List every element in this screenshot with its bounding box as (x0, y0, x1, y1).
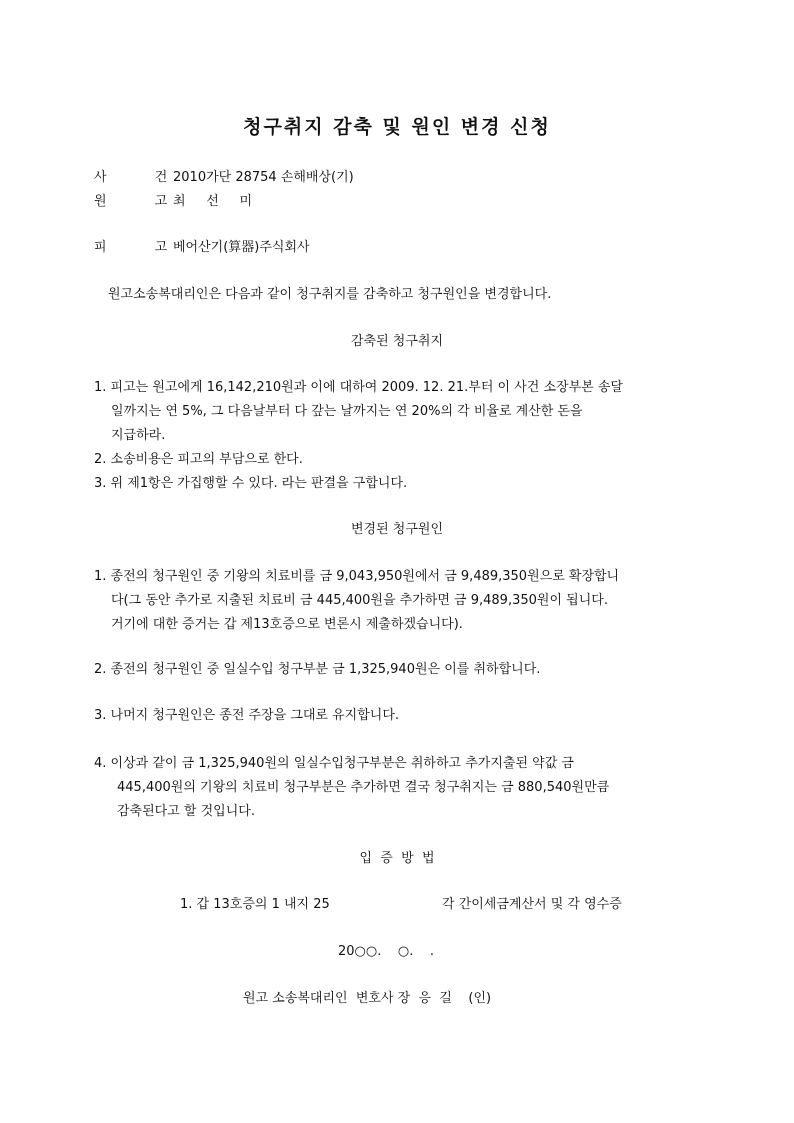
reduced-claim-heading: 감축된 청구취지 (350, 334, 444, 349)
changed-item-4-line-1: 4. 이상과 같이 금 1,325,940원의 일실수입청구부분은 취하하고 추가지출된 약값 금 (94, 756, 574, 771)
defendant-name: 베어산기(算器)주식회사 (173, 240, 310, 255)
case-label: 사 건 (94, 170, 190, 185)
reduced-item-1-line-1: 1. 피고는 원고에게 16,142,210원과 이에 대하여 2009. 12. 21.부터 이 사건 소장부본 송달 (94, 380, 623, 395)
evidence-item-number: 1. 갑 13호증의 1 내지 25 (180, 897, 330, 912)
document-date: 20○○. ○. . (338, 944, 435, 959)
changed-item-1-line-1: 1. 종전의 청구원인 중 기왕의 치료비를 금 9,043,950원에서 금 9,489,350원으로 확장합니 (94, 569, 620, 584)
changed-cause-heading: 변경된 청구원인 (350, 522, 444, 537)
reduced-item-1-line-3: 지급하라. (111, 428, 166, 443)
document-title: 청구취지 감축 및 원인 변경 신청 (243, 116, 551, 138)
plaintiff-name: 최 선 미 (173, 194, 252, 209)
changed-item-1-line-3: 거기에 대한 증거는 갑 제13호증으로 변론시 제출하겠습니다). (111, 617, 463, 632)
signature-line: 원고 소송복대리인 변호사 장 응 길 (인) (243, 991, 492, 1006)
defendant-label: 피 고 (94, 240, 190, 255)
changed-item-1-line-2: 다(그 동안 추가로 지출된 치료비 금 445,400원을 추가하면 금 9,489,350원이 됩니다. (111, 593, 608, 608)
reduced-item-1-line-2: 일까지는 연 5%, 그 다음날부터 다 갚는 날까지는 연 20%의 각 비율로 계산한 돈을 (111, 404, 583, 419)
changed-item-4-line-3: 감축된다고 할 것입니다. (117, 804, 255, 819)
case-value: 2010가단 28754 손해배상(기) (173, 170, 354, 185)
reduced-item-3: 3. 위 제1항은 가집행할 수 있다. 라는 판결을 구합니다. (94, 476, 408, 491)
evidence-item-description: 각 간이세금계산서 및 각 영수증 (442, 897, 622, 912)
reduced-item-2: 2. 소송비용은 피고의 부담으로 한다. (94, 452, 303, 467)
changed-item-2: 2. 종전의 청구원인 중 일실수입 청구부분 금 1,325,940원은 이를 취하합니다. (94, 662, 541, 677)
plaintiff-label: 원 고 (94, 194, 190, 209)
changed-item-3: 3. 나머지 청구원인은 종전 주장을 그대로 유지합니다. (94, 708, 400, 723)
evidence-heading: 입 증 방 법 (359, 851, 435, 866)
intro-paragraph: 원고소송복대리인은 다음과 같이 청구취지를 감축하고 청구원인을 변경합니다. (108, 287, 552, 302)
changed-item-4-line-2: 445,400원의 기왕의 치료비 청구부분은 추가하면 결국 청구취지는 금 880,540원만큼 (117, 780, 610, 795)
